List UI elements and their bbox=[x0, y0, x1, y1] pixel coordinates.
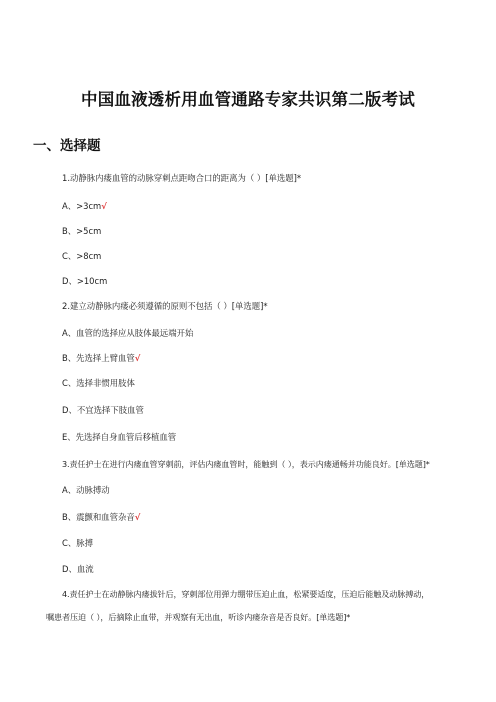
question-1-stem: 1.动静脉内瘘血管的动脉穿刺点距吻合口的距离为（ ）[单选题]* bbox=[62, 173, 302, 183]
option-text: A、>3cm bbox=[62, 201, 102, 211]
question-4-stem-line-2: 嘱患者压迫（ ），后摘除止血带，并观察有无出血，听诊内瘘杂音是否良好。[单选题]* bbox=[46, 612, 351, 622]
question-2-option-d[interactable]: D、不宜选择下肢血管 bbox=[62, 405, 144, 415]
question-1-option-c[interactable]: C、>8cm bbox=[62, 251, 102, 261]
page-title: 中国血液透析用血管通路专家共识第二版考试 bbox=[81, 90, 415, 109]
question-3-option-a[interactable]: A、动脉搏动 bbox=[62, 485, 110, 495]
option-text: B、先选择上臂血管 bbox=[62, 353, 135, 363]
question-3-option-c[interactable]: C、脉搏 bbox=[62, 538, 93, 548]
question-1-option-a[interactable] bbox=[62, 200, 107, 212]
question-2-stem: 2.建立动静脉内瘘必须遵循的原则不包括（ ）[单选题]* bbox=[62, 301, 268, 311]
question-2-option-e[interactable]: E、先选择自身血管后移植血管 bbox=[62, 432, 177, 442]
option-text: B、震颤和血管杂音 bbox=[62, 512, 135, 522]
question-2-option-c[interactable]: C、选择非惯用肢体 bbox=[62, 378, 135, 388]
question-3-stem: 3.责任护士在进行内瘘血管穿刺前，评估内瘘血管时，能触到（ ），表示内瘘通畅并功能良好。[单选题]* bbox=[62, 459, 430, 469]
correct-check-icon: √ bbox=[134, 512, 141, 522]
section-heading: 一、选择题 bbox=[33, 138, 101, 154]
question-3-option-b[interactable] bbox=[62, 511, 140, 523]
question-1-option-b[interactable]: B、>5cm bbox=[62, 226, 102, 236]
question-2-option-a[interactable]: A、血管的选择应从肢体最远端开始 bbox=[62, 328, 194, 338]
correct-check-icon: √ bbox=[101, 201, 107, 211]
question-2-option-b[interactable] bbox=[62, 352, 140, 364]
question-4-stem-line-1: 4.责任护士在动静脉内瘘拔针后，穿刺部位用弹力绷带压迫止血，松紧要适度，压迫后能触及动脉搏动， bbox=[62, 589, 430, 599]
correct-check-icon: √ bbox=[134, 353, 141, 363]
question-1-option-d[interactable]: D、>10cm bbox=[62, 276, 108, 286]
question-3-option-d[interactable]: D、血流 bbox=[62, 564, 94, 574]
